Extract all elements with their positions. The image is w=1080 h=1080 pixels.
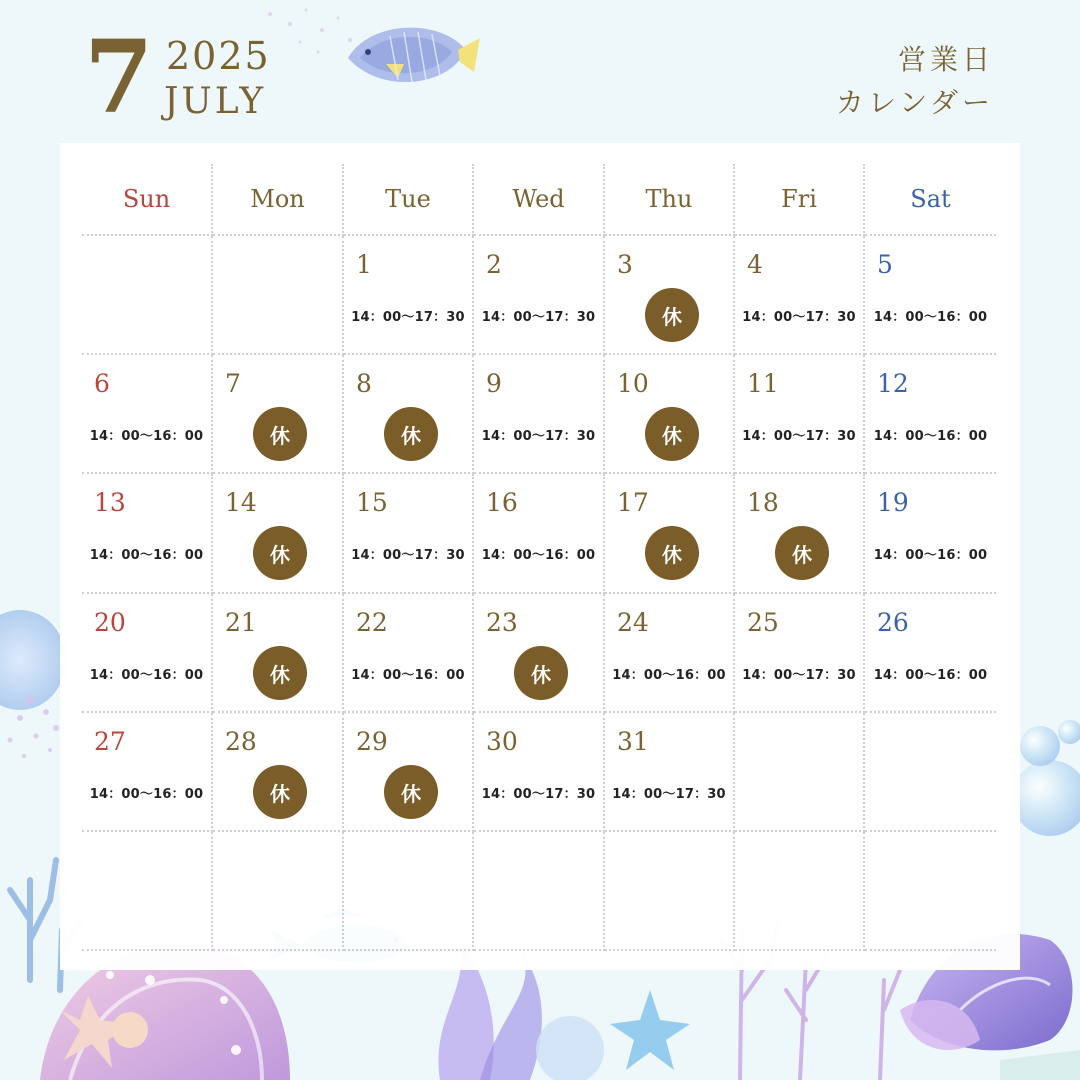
month-number: 7 [84,18,154,136]
day-number: 31 [617,727,649,756]
business-hours: 14：00〜16：00 [89,787,204,802]
empty-day-cell [865,832,996,951]
day-number: 9 [486,369,502,398]
day-cell [865,236,996,355]
day-number: 6 [94,369,110,398]
day-number: 5 [877,250,893,279]
empty-day-cell [82,832,213,951]
closed-day-badge: 休 [253,765,307,819]
weekday-header-tue: Tue [344,164,474,236]
day-number: 29 [356,727,388,756]
day-number: 17 [617,488,649,517]
day-number: 2 [486,250,502,279]
business-hours: 14：00〜16：00 [612,668,726,683]
day-number: 11 [747,369,779,398]
day-cell [474,474,605,594]
day-number: 28 [225,727,257,756]
day-number: 26 [877,608,909,637]
empty-day-cell [735,832,865,951]
day-cell [735,474,865,594]
day-cell [735,594,865,713]
closed-day-badge: 休 [514,646,568,700]
day-cell [605,474,735,594]
day-cell [474,236,605,355]
day-cell [865,474,996,594]
day-cell [213,713,344,832]
business-hours: 14：00〜17：30 [612,787,726,802]
day-cell [605,594,735,713]
day-cell [865,594,996,713]
day-cell [82,474,213,594]
weekday-header-fri: Fri [735,164,865,236]
day-cell [605,355,735,474]
closed-day-badge: 休 [645,407,699,461]
business-hours: 14：00〜16：00 [89,548,204,563]
closed-day-badge: 休 [253,526,307,580]
day-number: 25 [747,608,779,637]
day-number: 12 [877,369,909,398]
day-cell [474,713,605,832]
business-hours: 14：00〜16：00 [89,429,204,444]
day-cell [213,474,344,594]
day-number: 24 [617,608,649,637]
day-number: 18 [747,488,779,517]
day-cell [82,713,213,832]
business-hours: 14：00〜16：00 [481,548,596,563]
business-hours: 14：00〜17：30 [351,548,465,563]
closed-day-badge: 休 [253,646,307,700]
day-cell [605,713,735,832]
weekday-header-thu: Thu [605,164,735,236]
empty-day-cell [735,713,865,832]
day-number: 14 [225,488,257,517]
business-hours: 14：00〜17：30 [742,668,856,683]
empty-day-cell [865,713,996,832]
day-number: 3 [617,250,633,279]
day-number: 27 [94,727,126,756]
business-hours: 14：00〜17：30 [481,310,596,325]
day-number: 20 [94,608,126,637]
day-cell [213,594,344,713]
closed-day-badge: 休 [384,765,438,819]
day-cell [213,355,344,474]
business-hours: 14：00〜16：00 [873,429,988,444]
empty-day-cell [213,832,344,951]
closed-day-badge: 休 [775,526,829,580]
day-cell [474,594,605,713]
day-number: 30 [486,727,518,756]
day-number: 4 [747,250,763,279]
business-hours: 14：00〜16：00 [89,668,204,683]
day-number: 19 [877,488,909,517]
weekday-header-mon: Mon [213,164,344,236]
weekday-header-sat: Sat [865,164,996,236]
business-hours: 14：00〜17：30 [481,429,596,444]
day-number: 21 [225,608,257,637]
day-cell [82,355,213,474]
day-cell [605,236,735,355]
year-label: 2025 [166,34,271,78]
day-cell [82,594,213,713]
day-cell [344,236,474,355]
weekday-header-sun: Sun [82,164,213,236]
top-fish-illustration [348,28,480,83]
day-cell [344,594,474,713]
business-hours: 14：00〜17：30 [481,787,596,802]
day-cell [474,355,605,474]
day-number: 13 [94,488,126,517]
calendar-title-line2: カレンダー [835,86,994,119]
day-cell [735,355,865,474]
calendar-title-line1: 営業日 [897,43,994,76]
day-number: 23 [486,608,518,637]
business-hours: 14：00〜16：00 [873,310,988,325]
closed-day-badge: 休 [253,407,307,461]
business-hours: 14：00〜16：00 [873,668,988,683]
day-cell [865,355,996,474]
day-number: 7 [225,369,241,398]
empty-day-cell [344,832,474,951]
calendar-grid [82,164,996,951]
day-cell [344,474,474,594]
month-name-label: JULY [164,81,267,122]
closed-day-badge: 休 [384,407,438,461]
business-hours: 14：00〜17：30 [742,429,856,444]
day-number: 16 [486,488,518,517]
empty-day-cell [605,832,735,951]
day-number: 22 [356,608,388,637]
empty-day-cell [82,236,213,355]
empty-day-cell [213,236,344,355]
day-cell [344,355,474,474]
day-number: 8 [356,369,372,398]
day-number: 1 [356,250,372,279]
closed-day-badge: 休 [645,288,699,342]
business-hours: 14：00〜16：00 [351,668,465,683]
empty-day-cell [474,832,605,951]
day-number: 10 [617,369,649,398]
weekday-header-wed: Wed [474,164,605,236]
business-hours: 14：00〜17：30 [742,310,856,325]
business-hours: 14：00〜17：30 [351,310,465,325]
day-cell [735,236,865,355]
day-number: 15 [356,488,388,517]
day-cell [344,713,474,832]
closed-day-badge: 休 [645,526,699,580]
business-hours: 14：00〜16：00 [873,548,988,563]
